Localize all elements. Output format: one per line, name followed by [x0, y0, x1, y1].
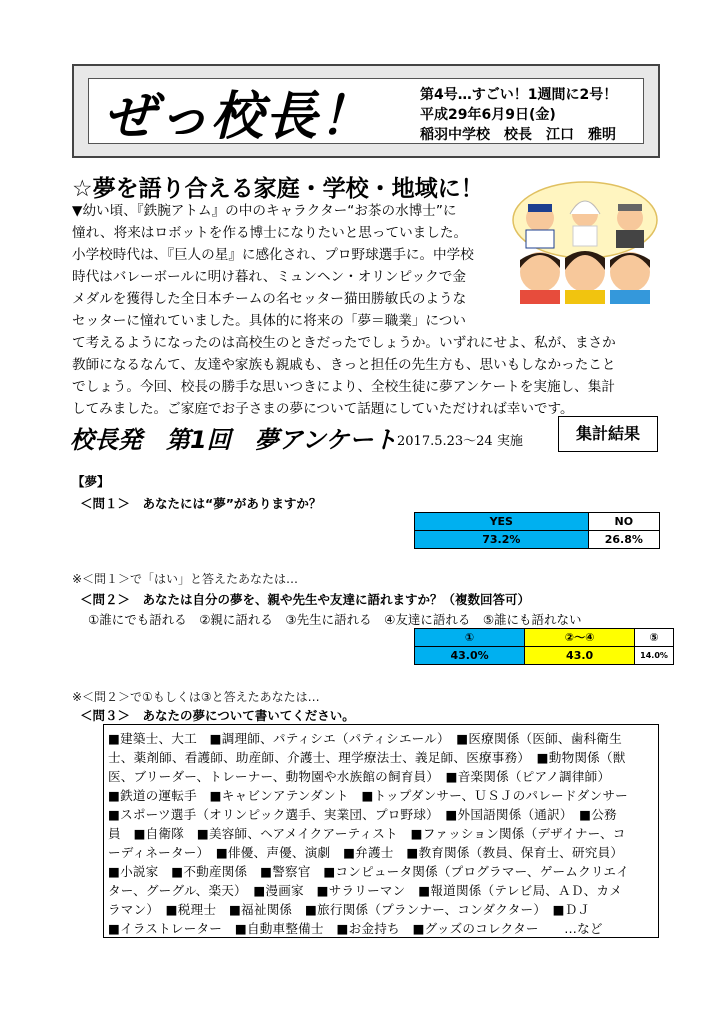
issue-line: 第4号…すごい！1週間に2号！	[420, 87, 618, 103]
q2-opt2-value: 43.0	[525, 647, 635, 665]
q2-opt2-label: ②～④	[525, 629, 635, 647]
issue-author: 稲羽中学校 校長 江口 雅明	[420, 127, 616, 143]
survey-title: 校長発 第1回 夢アンケート	[70, 426, 398, 454]
answer-line: ■小説家 ■不動産関係 ■警察官 ■コンピュータ関係（プログラマー、ゲームクリエイ	[108, 864, 630, 879]
answer-line: ■スポーツ選手（オリンピック選手、実業団、プロ野球） ■外国語関係（通訳） ■公務	[108, 807, 617, 822]
article-headline: ☆夢を語り合える家庭・学校・地域に！	[72, 176, 484, 202]
article-line: 憧れ、将来はロボットを作る博士になりたいと思っていました。	[72, 225, 468, 241]
q3-note: ※＜問２＞で①もしくは③と答えたあなたは…	[72, 690, 320, 704]
children-dreams-illustration	[510, 180, 660, 304]
issue-date: 平成29年6月9日(金)	[420, 107, 556, 123]
question-3: ＜問３＞ あなたの夢について書いてください。	[80, 708, 355, 723]
article-line: でしょう。今回、校長の勝手な思いつきにより、全校生徒に夢アンケートを実施し、集計	[72, 379, 615, 395]
question-1: ＜問１＞ あなたには“夢”がありますか？	[80, 496, 322, 511]
answer-line: 医、ブリーダー、トレーナー、動物園や水族館の飼育員） ■音楽関係（ピアノ調律師）	[108, 769, 611, 784]
article-line: て考えるようになったのは高校生のときだったでしょうか。いずれにせよ、私が、まさか	[72, 335, 616, 351]
q2-opt1-label: ①	[415, 629, 525, 647]
q2-opt3-label: ⑤	[635, 629, 674, 647]
q2-choices: ①誰にでも語れる ②親に語れる ③先生に語れる ④友達に語れる ⑤誰にも語れない	[88, 612, 582, 627]
q1-result-table	[414, 512, 660, 549]
article-line: 教師になるなんて、友達や家族も親戚も、きっと担任の先生方も、思いもしなかったこと	[72, 357, 616, 373]
article-line: メダルを獲得した全日本チームの名セッター猫田勝敏氏のような	[72, 291, 467, 307]
answer-line: ター、グーグル、楽天） ■漫画家 ■サラリーマン ■報道関係（テレビ局、ＡＤ、カメ	[108, 883, 623, 898]
answer-line: ■鉄道の運転手 ■キャビンアテンダント ■トップダンサー、ＵＳＪのパレードダンサー	[108, 788, 628, 803]
article-line: ▼幼い頃、『鉄腕アトム』の中のキャラクター“お茶の水博士”に	[72, 203, 457, 219]
q1-yes-value: 73.2%	[415, 531, 589, 549]
question-2: ＜問２＞ あなたは自分の夢を、親や先生や友達に語れますか？（複数回答可）	[80, 592, 531, 607]
answer-line: ーディネーター） ■俳優、声優、演劇 ■弁護士 ■教育関係（教員、保育士、研究員）	[108, 845, 624, 860]
answer-line: ■イラストレーター ■自動車整備士 ■お金持ち ■グッズのコレクター …など	[108, 921, 603, 936]
answer-line: 員 ■自衛隊 ■美容師、ヘアメイクアーティスト ■ファッション関係（デザイナー、コ	[108, 826, 626, 841]
q2-opt3-value: 14.0%	[635, 647, 674, 665]
q2-opt1-value: 43.0%	[415, 647, 525, 665]
newsletter-title: ぜっ校長！	[104, 87, 373, 147]
q2-note: ※＜問１＞で「はい」と答えたあなたは…	[72, 572, 299, 586]
q1-no-value: 26.8%	[588, 531, 659, 549]
section-label: 【夢】	[72, 474, 110, 489]
article-line: セッターに憧れていました。具体的に将来の「夢＝職業」につい	[72, 313, 466, 329]
answer-line: ■建築士、大工 ■調理師、パティシエ（パティシエール） ■医療関係（医師、歯科衛生	[108, 731, 622, 746]
q2-result-table	[414, 628, 674, 665]
q1-no-label: NO	[588, 513, 659, 531]
article-line: 小学校時代は、『巨人の星』に感化され、プロ野球選手に。中学校	[72, 247, 474, 263]
result-label: 集計結果	[558, 416, 658, 452]
q1-yes-label: YES	[415, 513, 589, 531]
answer-line: 士、薬剤師、看護師、助産師、介護士、理学療法士、義足師、医療事務） ■動物関係（獣	[108, 750, 626, 765]
article-line: 時代はバレーボールに明け暮れ、ミュンヘン・オリンピックで金	[72, 269, 466, 285]
survey-date: 2017.5.23～24 実施	[397, 434, 523, 449]
article-line: してみました。ご家庭でお子さまの夢について話題にしていただければ幸いです。	[72, 401, 574, 417]
answer-line: ラマン） ■税理士 ■福祉関係 ■旅行関係（プランナー、コンダクター） ■ＤＪ	[108, 902, 591, 917]
